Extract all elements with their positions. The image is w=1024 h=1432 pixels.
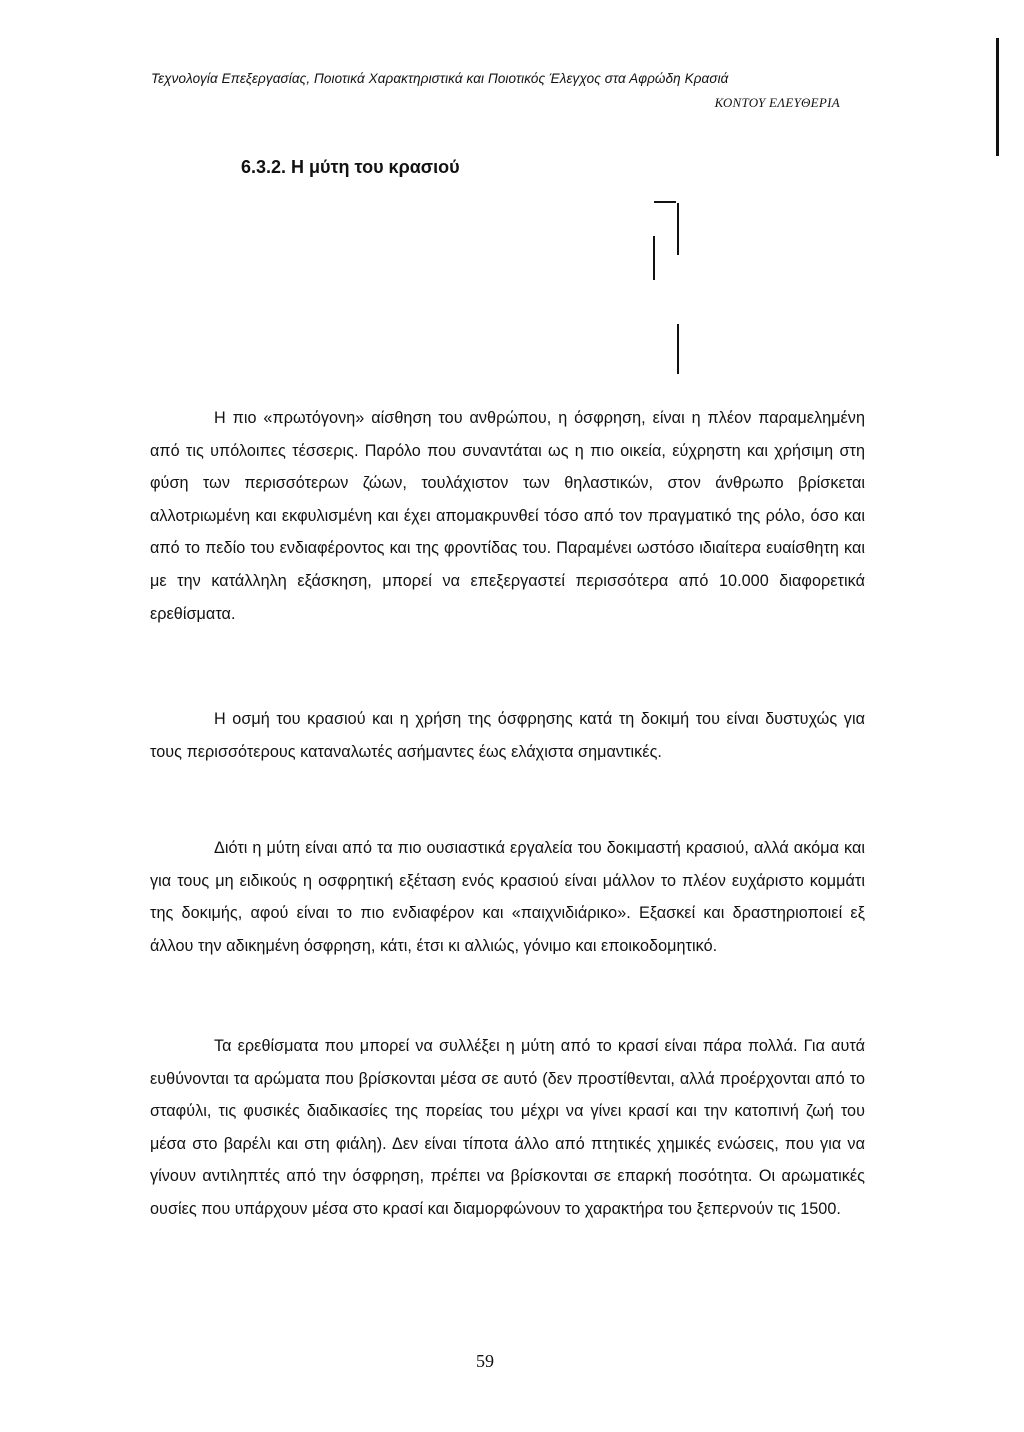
body-paragraph-1 (150, 402, 865, 630)
scan-frame-left-mark (653, 236, 655, 280)
paragraph-text: Τα ερεθίσματα που μπορεί να συλλέξει η μύτη από το κρασί είναι πάρα πολλά. Για αυτά ευθύνονται τα αρώματα που βρίσκονται μέσα σε αυτό (δεν προστίθενται, αλλά προέρχονται από το σταφύλι, τις φυσικές διαδικασίες της πορείας του μέχρι να γίνει κρασί και την κατοπινή ζωή του μέσα στο βαρέλι και στη φιάλη). Δεν είναι τίποτα άλλο από πτητικές χημικές ενώσεις, που για να γίνουν αντιληπτές από την όσφρηση, πρέπει να βρίσκονται σε επαρκή ποσότητα. Οι αρωματικές ουσίες που υπάρχουν μέσα στο κρασί και διαμορφώνουν το χαρακτήρα του ξεπερνούν τις 1500. (150, 1037, 865, 1218)
page-number: 59 (476, 1351, 494, 1371)
section-heading: 6.3.2. Η μύτη του κρασιού (241, 157, 460, 177)
scan-frame-top-mark (654, 201, 676, 203)
paragraph-text: Η οσμή του κρασιού και η χρήση της όσφρησης κατά τη δοκιμή του είναι δυστυχώς για τους περισσότερους καταναλωτές ασήμαντες έως ελάχιστα σημαντικές. (150, 710, 865, 761)
running-header-author: ΚΟΝΤΟΥ ΕΛΕΥΘΕΡΙΑ (714, 95, 840, 110)
paragraph-text: Διότι η μύτη είναι από τα πιο ουσιαστικά εργαλεία του δοκιμαστή κρασιού, αλλά ακόμα και για τους μη ειδικούς η οσφρητική εξέταση ενός κρασιού είναι μάλλον το πλέον ευχάριστο κομμάτι της δοκιμής, αφού είναι το πιο ενδιαφέρον και «παιχνιδιάρικο». Εξασκεί και δραστηριοποιεί εξ άλλου την αδικημένη όσφρηση, κάτι, έτσι κι αλλιώς, γόνιμο και εποικοδομητικό. (150, 839, 865, 955)
body-paragraph-4 (150, 1030, 865, 1226)
body-paragraph-2 (150, 703, 865, 768)
scan-frame-right-mark (677, 203, 679, 255)
scan-frame-lower-mark (677, 324, 679, 374)
paragraph-text: Η πιο «πρωτόγονη» αίσθηση του ανθρώπου, η όσφρηση, είναι η πλέον παραμελημένη από τις υπόλοιπες τέσσερις. Παρόλο που συναντάται ως η πιο οικεία, εύχρηστη και χρήσιμη στη φύση των περισσότερων ζώων, τουλάχιστον των θηλαστικών, στον άνθρωπο βρίσκεται αλλοτριωμένη και εκφυλισμένη και έχει απομακρυνθεί τόσο από τον πραγματικό της ρόλο, όσο και από το πεδίο του ενδιαφέροντος και της φροντίδας του. Παραμένει ωστόσο ιδιαίτερα ευαίσθητη και με την κατάλληλη εξάσκηση, μπορεί να επεξεργαστεί περισσότερα από 10.000 διαφορετικά ερεθίσματα. (150, 409, 865, 623)
scan-edge-mark (996, 38, 999, 156)
running-header-title: Τεχνολογία Επεξεργασίας, Ποιοτικά Χαρακτηριστικά και Ποιοτικός Έλεγχος στα Αφρώδη Κρασιά (151, 71, 729, 86)
body-paragraph-3 (150, 832, 865, 962)
